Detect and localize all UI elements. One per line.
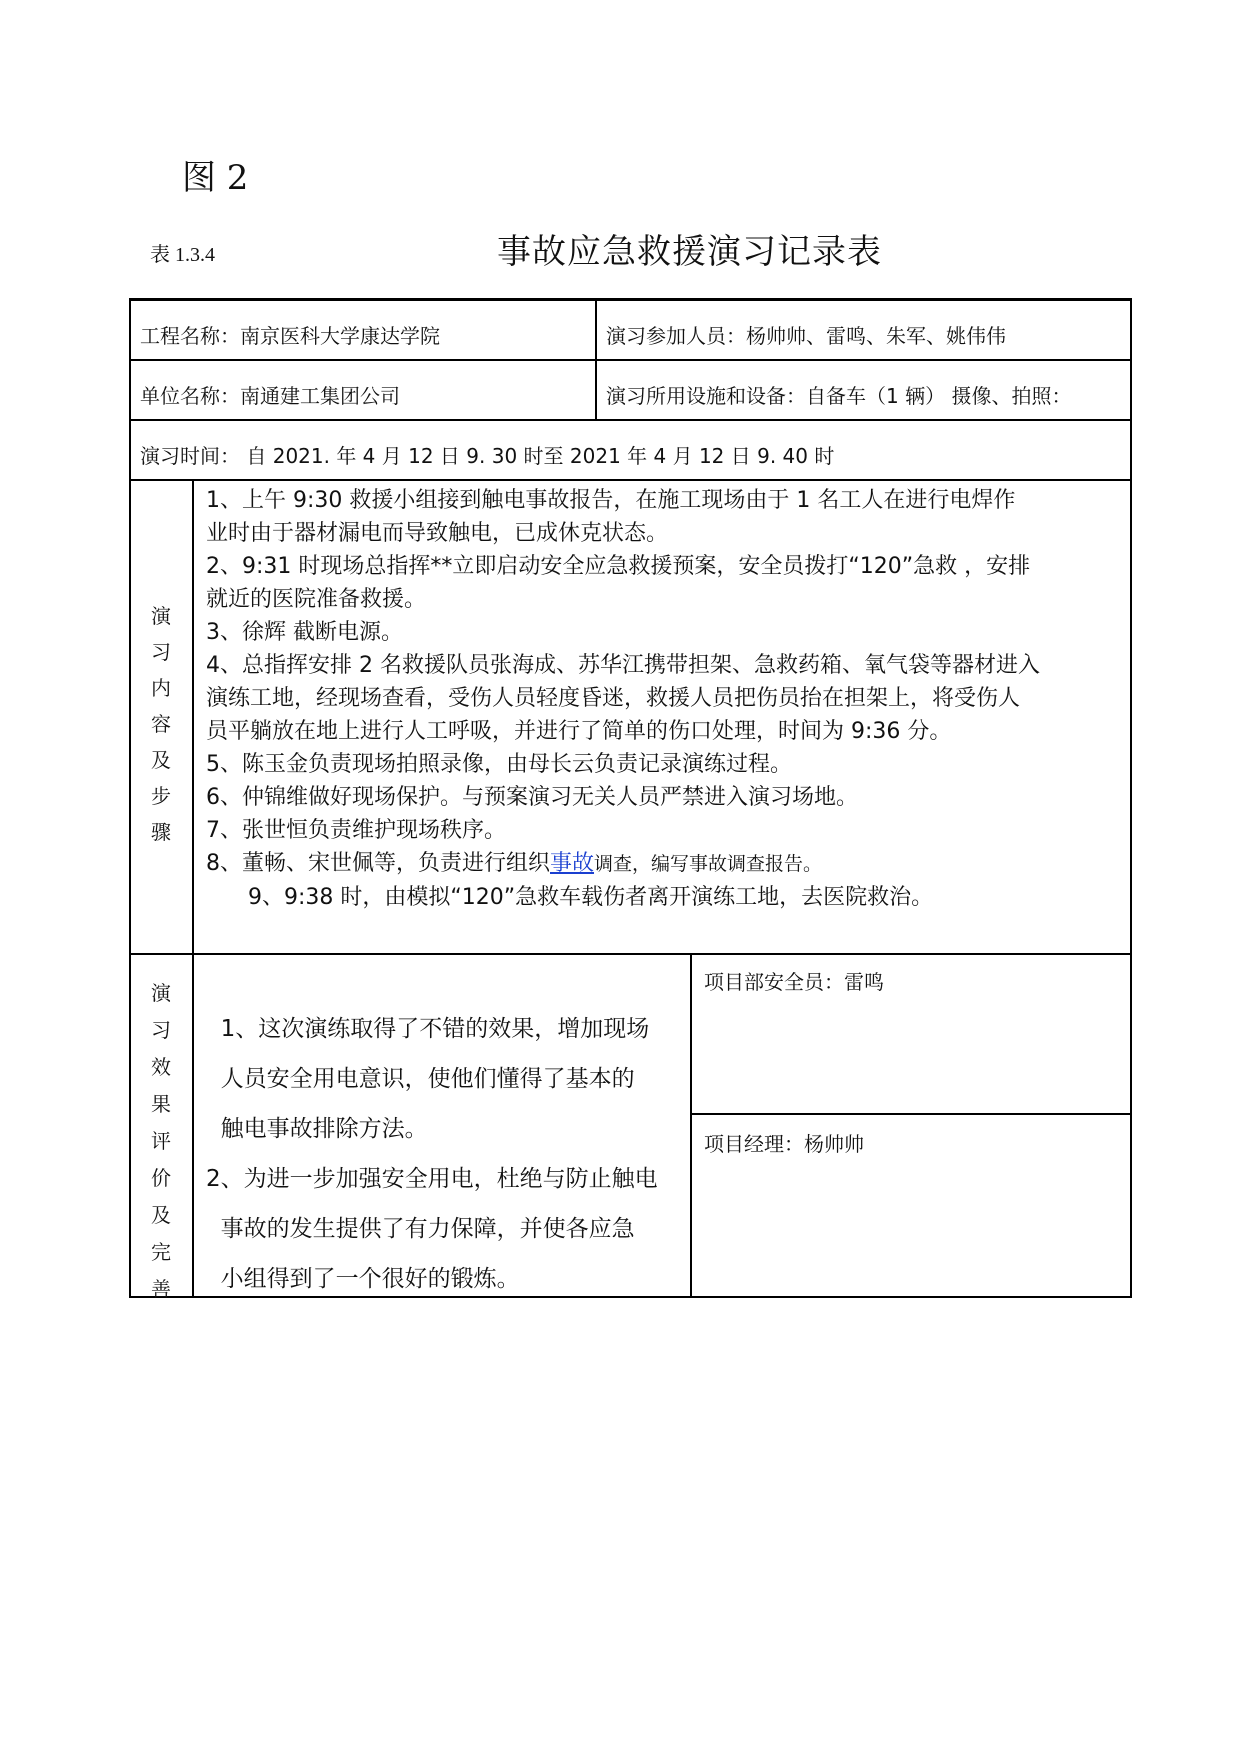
row-divider — [129, 359, 1131, 361]
accident-link[interactable]: 事故 — [550, 851, 595, 876]
content-line-prefix: 8、董畅、宋世佩等，负责进行组织 — [206, 851, 550, 876]
label-char: 善 — [151, 1277, 171, 1301]
safety-officer: 项目部安全员：雷鸣 — [704, 970, 884, 994]
drill-time: 演习时间： 自 2021. 年 4 月 12 日 9. 30 时至 2021 年 4 月 12 日 9. 40 时 — [140, 444, 835, 468]
label-char: 评 — [151, 1129, 171, 1153]
evaluation-line: 小组得到了一个很好的锻炼。 — [206, 1266, 520, 1292]
label-char: 演 — [151, 604, 171, 628]
content-line: 6、仲锦维做好现场保护。与预案演习无关人员严禁进入演习场地。 — [206, 785, 858, 810]
label-char: 习 — [151, 640, 171, 664]
equipment: 演习所用设施和设备：自备车（1 辆） 摄像、拍照： — [606, 384, 1072, 408]
evaluation-line: 2、为进一步加强安全用电，杜绝与防止触电 — [206, 1166, 658, 1192]
table-border-top — [129, 298, 1131, 301]
content-line — [206, 847, 1040, 881]
project-name: 工程名称：南京医科大学康达学院 — [140, 324, 440, 348]
evaluation-text — [206, 1004, 658, 1304]
label-char: 演 — [151, 981, 171, 1005]
column-divider — [595, 298, 597, 420]
content-line: 4、总指挥安排 2 名救援队员张海成、苏华江携带担架、急救药箱、氧气袋等器材进入 — [206, 653, 1040, 678]
participants: 演习参加人员：杨帅帅、雷鸣、朱军、姚伟伟 — [606, 324, 1006, 348]
evaluation-line: 触电事故排除方法。 — [206, 1116, 428, 1142]
content-line: 5、陈玉金负责现场拍照录像，由母长云负责记录演练过程。 — [206, 752, 792, 777]
column-divider — [192, 479, 194, 1297]
drill-content — [206, 484, 1040, 914]
label-char: 效 — [151, 1055, 171, 1079]
row-divider — [129, 953, 1131, 955]
table-border-left — [129, 298, 131, 1298]
content-line: 1、上午 9:30 救援小组接到触电事故报告，在施工现场由于 1 名工人在进行电焊作 — [206, 488, 1016, 513]
label-char: 价 — [151, 1166, 171, 1190]
content-line: 3、徐辉 截断电源。 — [206, 620, 403, 645]
content-line: 2、9:31 时现场总指挥**立即启动安全应急救援预案，安全员拨打“120”急救 ，安排 — [206, 554, 1031, 579]
content-line: 员平躺放在地上进行人工呼吸，并进行了简单的伤口处理，时间为 9:36 分。 — [206, 719, 952, 744]
row-divider — [691, 1113, 1131, 1115]
content-line: 演练工地，经现场查看，受伤人员轻度昏迷，救援人员把伤员抬在担架上，将受伤人 — [206, 686, 1021, 711]
content-line: 9、9:38 时，由模拟“120”急救车载伤者离开演练工地，去医院救治。 — [206, 885, 934, 910]
content-line-suffix: 调查，编写事故调查报告。 — [594, 853, 823, 875]
evaluation-line: 人员安全用电意识，使他们懂得了基本的 — [206, 1066, 635, 1092]
column-divider — [690, 953, 692, 1297]
label-char: 完 — [151, 1240, 171, 1264]
label-char: 容 — [151, 712, 171, 736]
table-border-right — [1130, 298, 1132, 1298]
content-line: 7、张世恒负责维护现场秩序。 — [206, 818, 506, 843]
label-char: 骤 — [151, 820, 171, 844]
document-title: 事故应急救援演习记录表 — [497, 232, 882, 272]
figure-label: 图 2 — [182, 158, 249, 198]
label-char: 及 — [151, 1203, 171, 1227]
table-number: 表 1.3.4 — [150, 244, 215, 266]
unit-name: 单位名称：南通建工集团公司 — [140, 384, 400, 408]
content-line: 业时由于器材漏电而导致触电，已成休克状态。 — [206, 521, 669, 546]
project-manager: 项目经理：杨帅帅 — [704, 1132, 864, 1156]
row-divider — [129, 479, 1131, 481]
label-char: 步 — [151, 784, 171, 808]
evaluation-line: 事故的发生提供了有力保障，并使各应急 — [206, 1216, 635, 1242]
content-line: 就近的医院准备救援。 — [206, 587, 427, 612]
evaluation-line: 1、这次演练取得了不错的效果，增加现场 — [206, 1016, 650, 1042]
row-divider — [129, 419, 1131, 421]
label-char: 习 — [151, 1018, 171, 1042]
label-char: 内 — [151, 676, 171, 700]
label-char: 及 — [151, 748, 171, 772]
evaluation-section-label — [146, 975, 176, 1308]
label-char: 果 — [151, 1092, 171, 1116]
content-section-label — [146, 598, 176, 850]
